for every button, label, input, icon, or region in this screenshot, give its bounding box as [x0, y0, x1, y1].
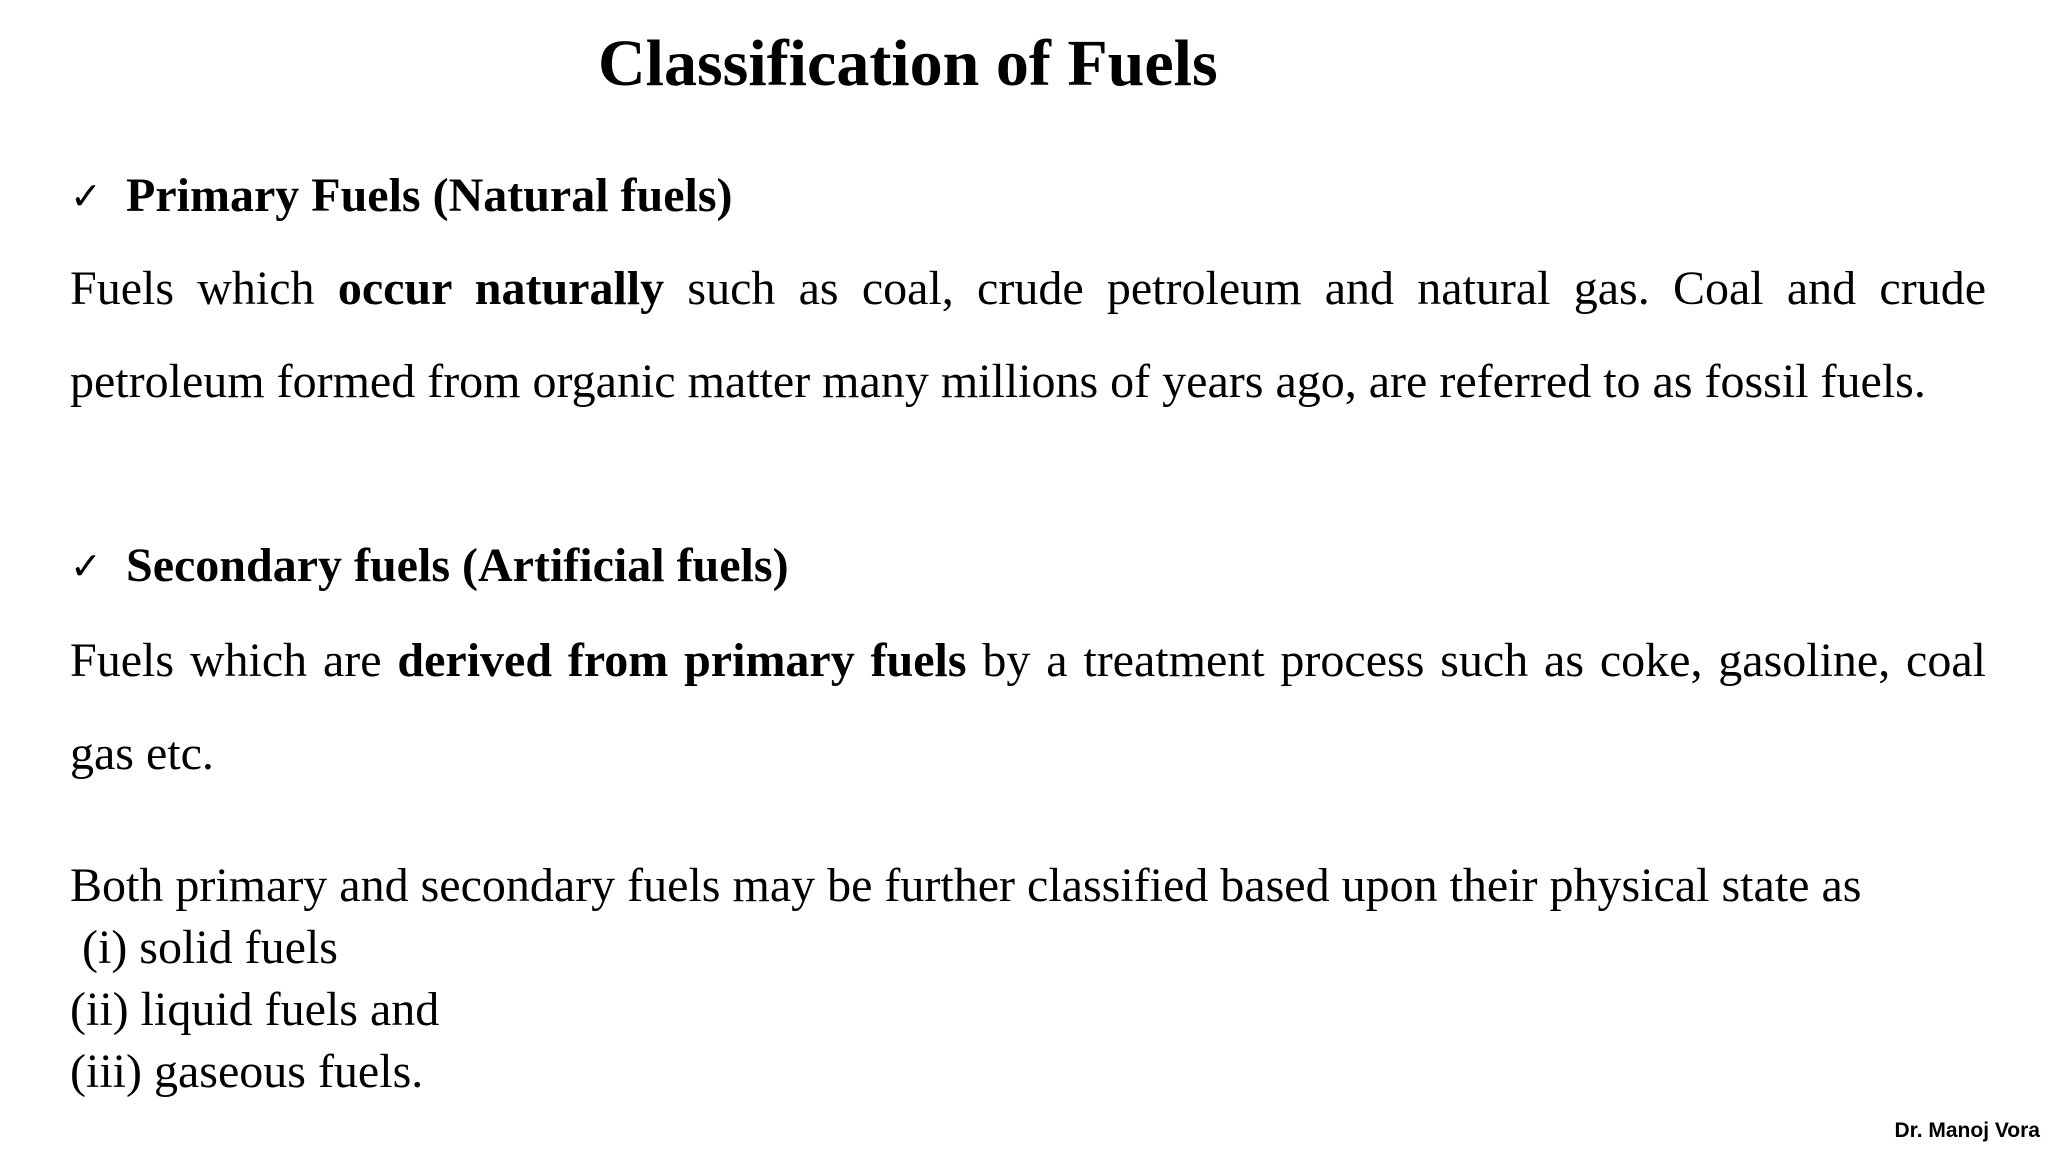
list-item: (i) solid fuels [82, 921, 338, 974]
checkmark-icon: ✓ [70, 174, 102, 218]
secondary-fuels-heading [70, 536, 789, 596]
list-item: (iii) gaseous fuels. [70, 1045, 424, 1098]
author-credit: Dr. Manoj Vora [1894, 1119, 2040, 1142]
secondary-text-after: by a treatment process such as coke, gasoline, coal gas etc. [70, 634, 1986, 780]
secondary-text-before: Fuels which are [70, 634, 398, 687]
primary-fuels-description [70, 242, 1986, 428]
list-item: (ii) liquid fuels and [70, 983, 440, 1036]
secondary-fuels-heading-text: Secondary fuels (Artificial fuels) [126, 539, 789, 592]
slide-title: Classification of Fuels [598, 27, 1218, 100]
checkmark-icon: ✓ [70, 544, 102, 588]
primary-text-after: such as coal, crude petroleum and natural gas. Coal and crude petroleum formed from organic matter many millions of years ago, are referred to as fossil fuels. [70, 262, 1987, 408]
secondary-fuels-description [70, 614, 1986, 800]
primary-text-bold: occur naturally [337, 262, 665, 315]
primary-fuels-heading [70, 166, 733, 226]
classification-summary [70, 855, 2000, 1103]
primary-text-before: Fuels which [70, 262, 338, 315]
summary-intro: Both primary and secondary fuels may be further classified based upon their physical state as [70, 859, 1862, 912]
secondary-text-bold: derived from primary fuels [397, 634, 967, 687]
primary-fuels-heading-text: Primary Fuels (Natural fuels) [126, 169, 733, 222]
